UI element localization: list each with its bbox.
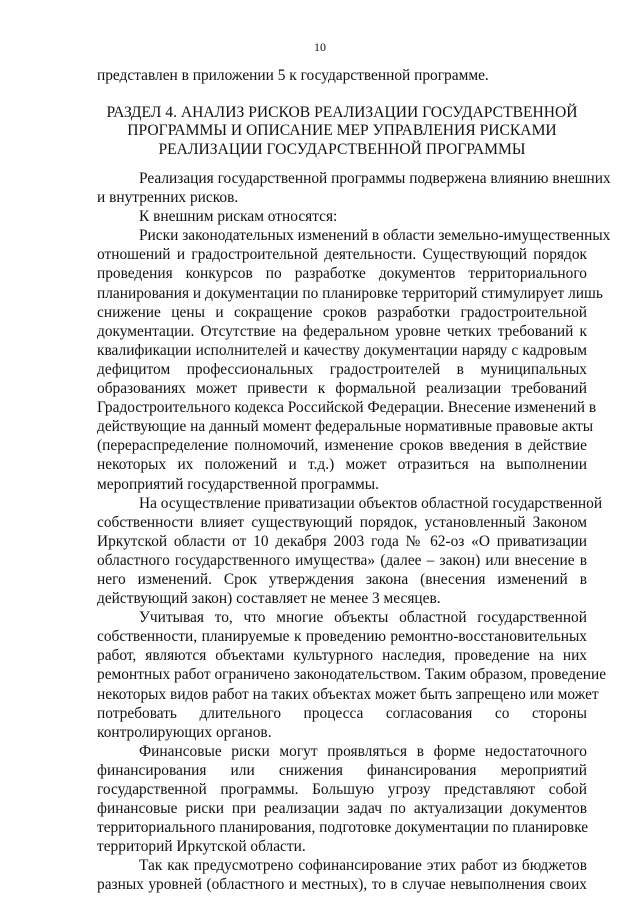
text-line: территориального планирования, подготовке документации по планировке (97, 819, 589, 837)
text-line: ремонтных работ ограничено законодательством. Таким образом, проведение (97, 666, 607, 684)
text-line: Финансовые риски могут проявляться в форме недостаточного (139, 742, 587, 760)
text-line: Учитывая то, что многие объекты областной государственной (139, 609, 587, 627)
text-line: мероприятий государственной программы. (97, 475, 379, 493)
intro-line (97, 66, 587, 85)
text-line: действующие на данный момент федеральные нормативные правовые акты (97, 418, 594, 436)
text-line: разных уровней (областного и местных), то в случае невыполнения своих (97, 876, 587, 894)
text-line: отношений и градостроительной деятельности. Существующий порядок (97, 246, 587, 264)
section-heading (97, 104, 587, 159)
text-line: контролирующих органов. (97, 723, 272, 741)
text-line: Градостроительного кодекса Российской Федерации. Внесение изменений в (97, 399, 597, 417)
text-line: работ, являются объектами культурного наследия, проведение на них (97, 647, 587, 665)
text-line: Реализация государственной программы подвержена влиянию внешних (139, 170, 611, 187)
page-number: 10 (314, 40, 326, 54)
text-line: представлен в приложении 5 к государственной программе. (97, 67, 489, 84)
text-line: областного государственного имущества» (далее – закон) или внесение в (97, 551, 587, 569)
text-line: Риски законодательных изменений в области земельно-имущественных (139, 227, 611, 245)
heading-line: РЕАЛИЗАЦИИ ГОСУДАРСТВЕННОЙ ПРОГРАММЫ (158, 140, 526, 158)
text-line: государственной программы. Большую угрозу представляют собой (97, 781, 587, 798)
heading-line: ПРОГРАММЫ И ОПИСАНИЕ МЕР УПРАВЛЕНИЯ РИСКАМИ (127, 122, 557, 140)
text-line: планирования и документации по планировке территорий стимулирует лишь (97, 284, 603, 302)
text-line: него изменений. Срок утверждения закона (внесения изменений в (97, 570, 587, 588)
text-line: собственности, планируемые к проведению ремонтно-восстановительных (97, 628, 587, 646)
text-line: квалификации исполнителей и качеству документации наряду с кадровым (97, 341, 587, 359)
text-line: дефицитом профессиональных градостроителей в муниципальных (97, 360, 587, 378)
text-line: снижение цены и сокращение сроков разработки градостроительной (97, 303, 587, 321)
body-text (97, 169, 611, 895)
heading-line: РАЗДЕЛ 4. АНАЛИЗ РИСКОВ РЕАЛИЗАЦИИ ГОСУДАРСТВЕННОЙ (106, 104, 578, 121)
text-line: некоторых их положений и т.д.) может отразиться на выполнении (97, 456, 587, 474)
text-line: (перераспределение полномочий, изменение сроков введения в действие (97, 437, 587, 455)
text-line: К внешним рискам относятся: (139, 208, 338, 226)
text-line: проведения конкурсов по разработке документов территориального (97, 265, 587, 283)
text-line: финансовые риски при реализации задач по актуализации документов (97, 800, 587, 818)
text-line: собственности влияет существующий порядок, установленный Законом (97, 513, 587, 531)
text-line: Так как предусмотрено софинансирование этих работ из бюджетов (139, 857, 587, 875)
text-line: Иркутской области от 10 декабря 2003 года № 62-оз «О приватизации (97, 532, 587, 550)
text-line: финансирования или снижения финансирования мероприятий (97, 761, 587, 779)
text-line: территорий Иркутской области. (97, 838, 306, 856)
text-line: образованиях может привести к формальной реализации требований (97, 380, 587, 398)
text-line: некоторых видов работ на таких объектах может быть запрещено или может (97, 685, 599, 703)
text-line: потребовать длительного процесса согласования со стороны (97, 704, 587, 722)
text-line: документации. Отсутствие на федеральном уровне четких требований к (97, 322, 587, 340)
text-line: действующий закон) составляет не менее 3 месяцев. (97, 590, 441, 608)
text-line: и внутренних рисков. (97, 189, 239, 207)
text-line: На осуществление приватизации объектов областной государственной (139, 494, 603, 512)
